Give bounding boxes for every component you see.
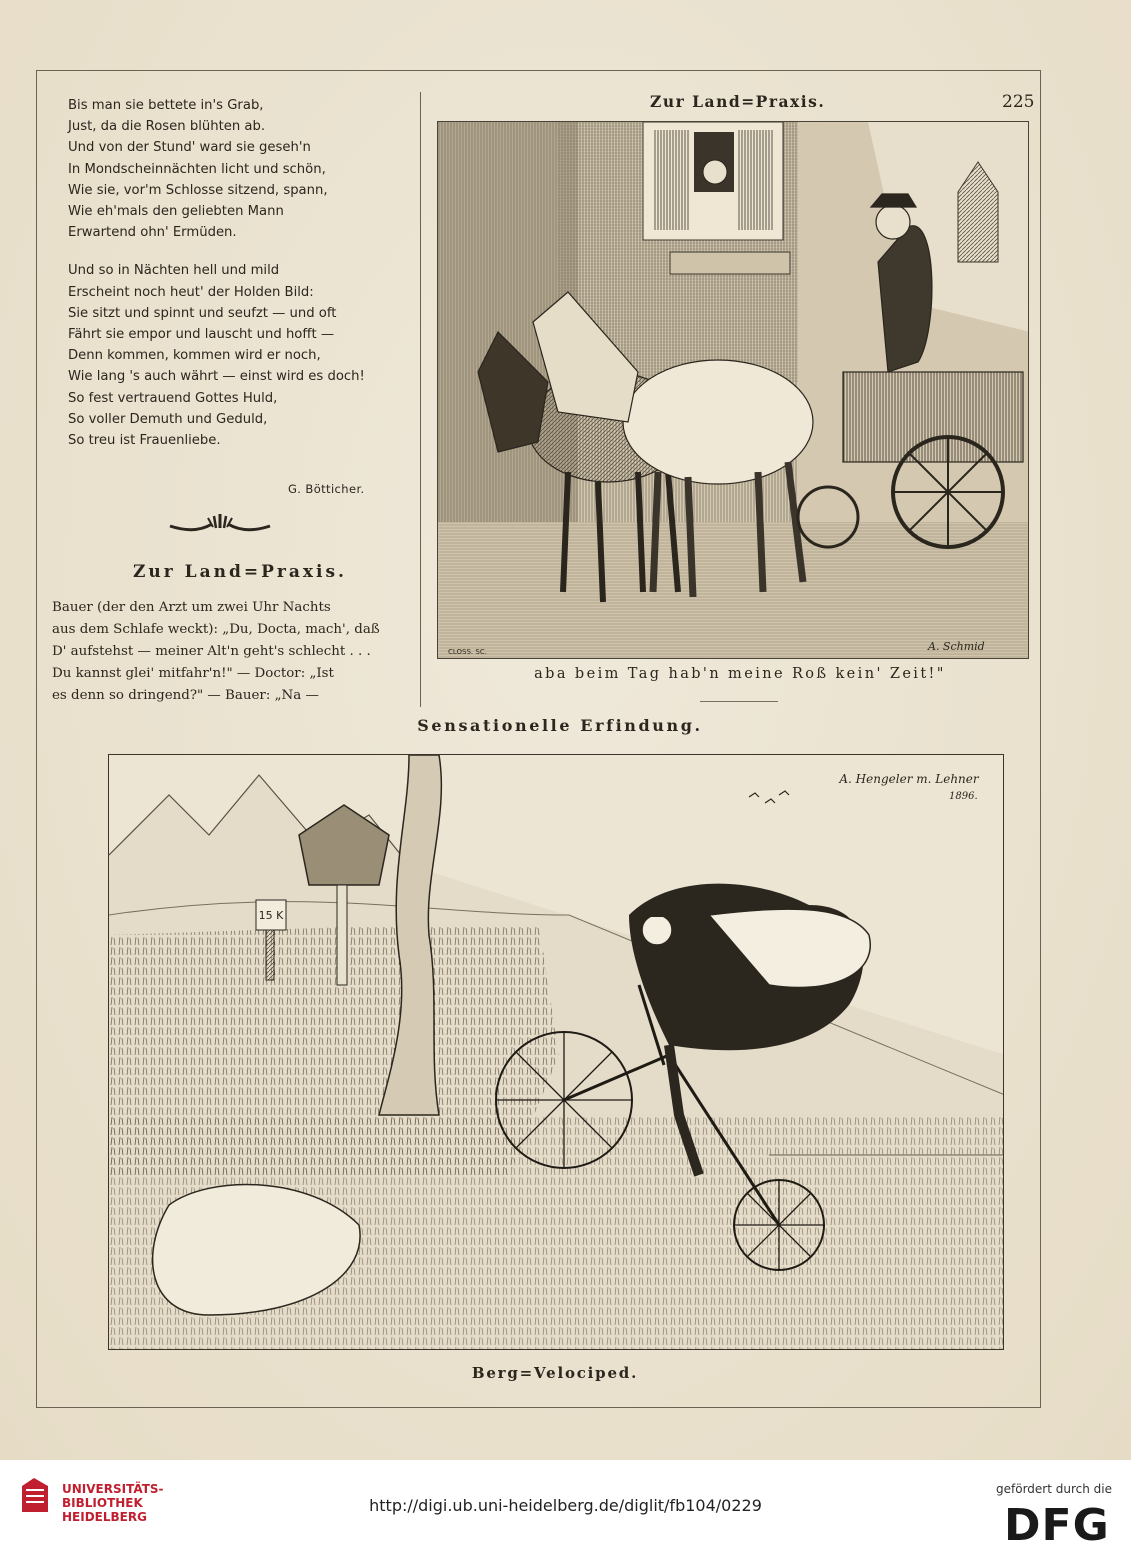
library-footer — [0, 1460, 1131, 1559]
library-name-line: BIBLIOTHEK — [62, 1496, 143, 1510]
poem-line: Wie eh'mals den geliebten Mann — [68, 204, 284, 220]
story-line: Du kannst glei' mitfahr'n!" — Doctor: „Ist — [52, 666, 334, 681]
horse-cart-engraving — [438, 122, 1029, 659]
story-line: es denn so dringend?" — Bauer: „Na — — [52, 688, 319, 703]
milestone-sign: 15 K — [258, 909, 284, 922]
funded-by-label: gefördert durch die — [996, 1482, 1112, 1496]
story-title: Zur Land=Praxis. — [133, 562, 347, 582]
artist-signature-year: 1896. — [949, 791, 978, 802]
poem-line: Und so in Nächten hell und mild — [68, 263, 280, 279]
poem-line: Denn kommen, kommen wird er noch, — [68, 348, 321, 364]
illustration-caption: aba beim Tag hab'n meine Roß kein' Zeit!" — [534, 666, 946, 682]
velocipede-drawing — [109, 755, 1004, 1350]
permalink-url[interactable]: http://digi.ub.uni-heidelberg.de/diglit/fb104/0229 — [369, 1496, 762, 1515]
library-name-line: UNIVERSITÄTS- — [62, 1482, 164, 1496]
page-number: 225 — [1002, 92, 1035, 112]
poem-line: Fährt sie empor und lauscht und hofft — — [68, 327, 335, 343]
poem-author: G. Bötticher. — [288, 482, 365, 496]
poem-line: Erwartend ohn' Ermüden. — [68, 225, 237, 241]
poem-line: In Mondscheinnächten licht und schön, — [68, 161, 326, 177]
running-head: Zur Land=Praxis. — [650, 92, 826, 111]
poem-line: Wie lang 's auch währt — einst wird es doch! — [68, 369, 365, 385]
poem-line: So treu ist Frauenliebe. — [68, 433, 221, 449]
library-name-line: HEIDELBERG — [62, 1510, 147, 1524]
poem-line: So fest vertrauend Gottes Huld, — [68, 390, 278, 406]
artist-signature: A. Hengeler m. Lehner — [839, 772, 979, 786]
illustration-signature: A. Schmid — [928, 640, 985, 653]
ornament-flourish-icon — [168, 512, 272, 536]
poem-line: Bis man sie bettete in's Grab, — [68, 98, 264, 113]
velocipede-caption: Berg=Velociped. — [471, 1364, 639, 1382]
horse-cart-illustration — [437, 121, 1029, 659]
engraver-mark: CLOSS. SC. — [448, 648, 487, 656]
poem-line: Erscheint noch heut' der Holden Bild: — [68, 284, 314, 300]
poem-stanza-2 — [68, 260, 398, 451]
mountain-velocipede-illustration — [108, 754, 1004, 1350]
poem-line: So voller Demuth und Geduld, — [68, 411, 268, 427]
column-divider — [420, 92, 421, 707]
poem-line: Wie sie, vor'm Schlosse sitzend, spann, — [68, 182, 328, 198]
caption-rule — [700, 701, 778, 702]
story-line: aus dem Schlafe weckt): „Du, Docta, mach', daß — [52, 622, 380, 637]
story-line: Bauer (der den Arzt um zwei Uhr Nachts — [52, 600, 331, 615]
section-title: Sensationelle Erfindung. — [417, 716, 703, 735]
poem-line: Just, da die Rosen blühten ab. — [68, 119, 266, 135]
dfg-logo: DFG — [1004, 1500, 1110, 1551]
poem-line: Sie sitzt und spinnt und seufzt — und oft — [68, 305, 337, 321]
story-text — [52, 597, 418, 707]
story-line: D' aufstehst — meiner Alt'n geht's schlecht . . . — [52, 644, 371, 659]
poem — [68, 95, 398, 451]
poem-stanza-1 — [68, 95, 398, 243]
poem-line: Und von der Stund' ward sie geseh'n — [68, 140, 311, 156]
